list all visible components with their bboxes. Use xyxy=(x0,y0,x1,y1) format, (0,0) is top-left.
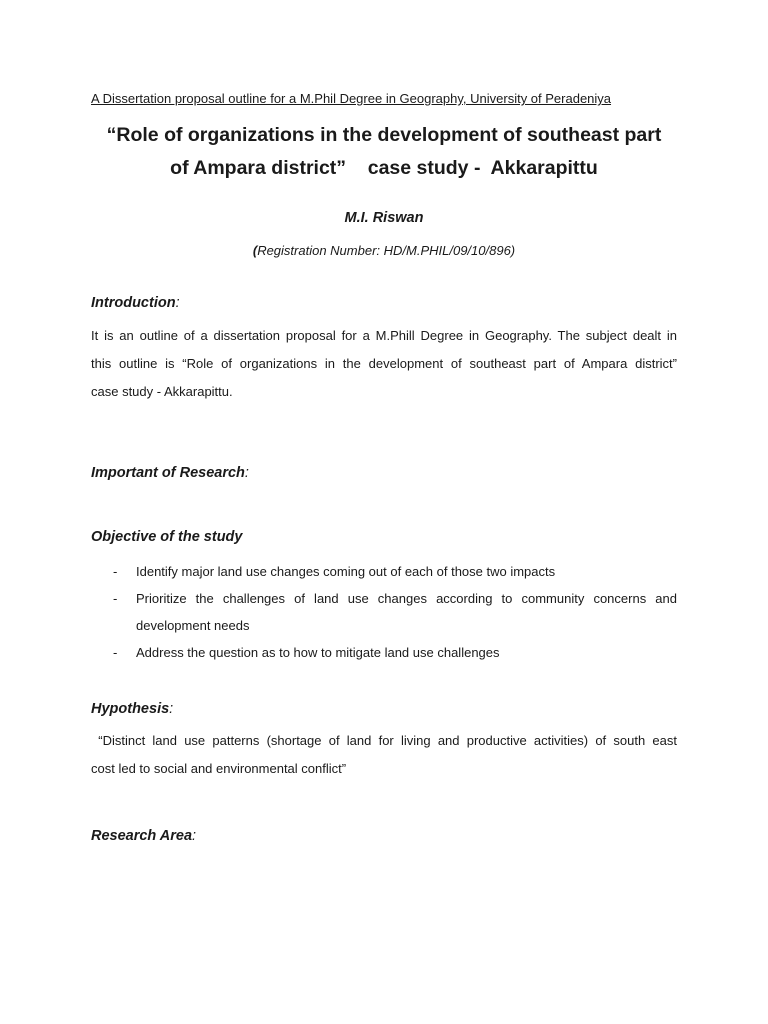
objective-heading-text: Objective of the study xyxy=(91,529,243,545)
title-line-2: of Ampara district” case study - Akkarapittu xyxy=(170,157,598,179)
registration-open-paren: ( xyxy=(252,243,258,258)
hypothesis-paragraph xyxy=(91,727,677,783)
objective-item xyxy=(91,585,677,639)
dissertation-title xyxy=(60,119,708,185)
introduction-line-2: this outline is “Role of organizations in the development of southeast part of Ampara district” xyxy=(91,356,677,371)
objective-dash: - xyxy=(113,564,118,579)
registration-number xyxy=(0,243,768,258)
objective-list xyxy=(91,558,677,666)
research-area-heading-colon: : xyxy=(192,828,197,844)
objective-heading xyxy=(91,529,242,545)
research-area-heading xyxy=(91,828,196,844)
objective-dash: - xyxy=(113,645,118,660)
hypothesis-heading-text: Hypothesis xyxy=(91,701,170,717)
hypothesis-heading xyxy=(91,701,173,717)
importance-heading-colon: : xyxy=(244,465,249,481)
objective-item-1-line-1: Identify major land use changes coming out of each of those two impacts xyxy=(136,564,556,579)
introduction-heading-text: Introduction xyxy=(91,295,176,311)
registration-text: Registration Number: HD/M.PHIL/09/10/896) xyxy=(257,243,516,258)
hypothesis-heading-colon: : xyxy=(169,701,174,717)
objective-item-3-line-1: Address the question as to how to mitigate land use challenges xyxy=(136,645,500,660)
title-line-1: “Role of organizations in the development of southeast part xyxy=(106,124,662,146)
importance-heading-text: Important of Research xyxy=(91,465,245,481)
research-area-heading-text: Research Area xyxy=(91,828,193,844)
introduction-paragraph xyxy=(91,322,677,406)
introduction-line-1: It is an outline of a dissertation proposal for a M.Phill Degree in Geography. The subject dealt in xyxy=(91,328,677,343)
introduction-heading-colon: : xyxy=(175,295,180,311)
proposal-header-line: A Dissertation proposal outline for a M.Phil Degree in Geography, University of Peradeniya xyxy=(91,91,612,106)
importance-heading xyxy=(91,465,249,481)
hypothesis-line-1: “Distinct land use patterns (shortage of land for living and productive activities) of south east xyxy=(91,733,677,748)
author-name: M.I. Riswan xyxy=(344,210,424,226)
objective-item-2-line-2: development needs xyxy=(136,618,250,633)
objective-dash: - xyxy=(113,591,118,606)
objective-item-2-line-1: Prioritize the challenges of land use changes according to community concerns and xyxy=(136,591,677,606)
hypothesis-line-2: cost led to social and environmental conflict” xyxy=(91,761,347,776)
objective-item xyxy=(91,639,677,666)
introduction-heading xyxy=(91,295,180,311)
objective-item xyxy=(91,558,677,585)
introduction-line-3: case study - Akkarapittu. xyxy=(91,384,233,399)
